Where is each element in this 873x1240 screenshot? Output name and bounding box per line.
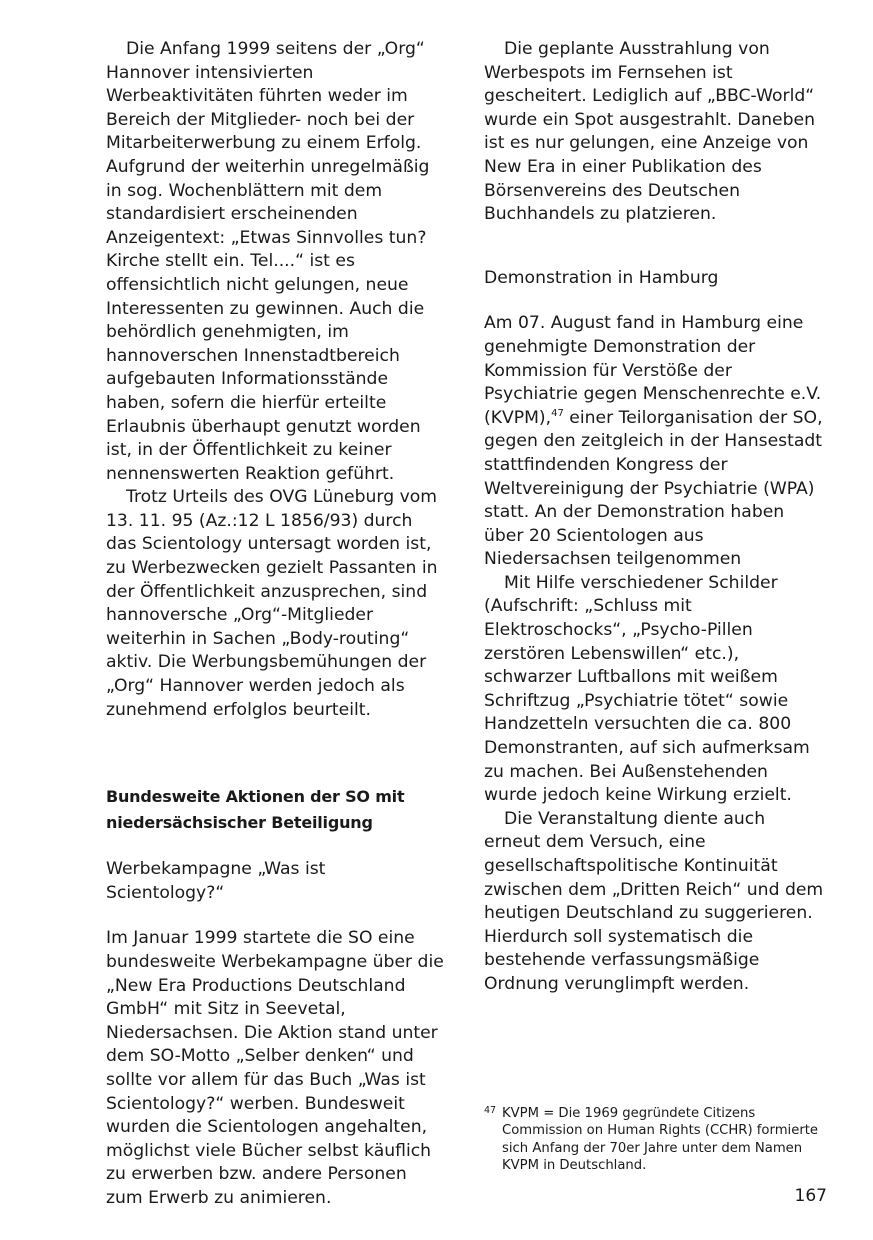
demonstration-text-end: einer Teilorganisation der SO, gegen den zeitgleich in der Hansestadt stattfindenden Kongress der Weltvereinigung der Psychiatrie (WPA) statt. An der Demonstration haben über 20 Scientologen aus Niedersachsen teilgenommen bbox=[484, 407, 823, 570]
paragraph-schilder: Mit Hilfe verschiedener Schilder (Aufschrift: „Schluss mit Elektroschocks“, „Psycho-Pillen zerstören Lebenswillen“ etc.), schwarzer Luftballons mit weißem Schriftzug „Psychiatrie tötet“ sowie Handzetteln versuchten die ca. 800 Demonstranten, auf sich aufmerksam zu machen. Bei Außenstehenden wurde jedoch keine Wirkung erzielt. bbox=[484, 572, 810, 806]
paragraph-veranstaltung: Die Veranstaltung diente auch erneut dem Versuch, eine gesellschaftspolitische Kontinuität zwischen dem „Dritten Reich“ und dem heutigen Deutschland zu suggerieren. Hierdurch soll systematisch die bestehende verfassungsmäßige Ordnung verunglimpft werden. bbox=[484, 808, 824, 994]
footnote-number: 47 bbox=[484, 1105, 497, 1116]
footnote-text: KVPM = Die 1969 gegründete Citizens Commission on Human Rights (CCHR) formierte sich Anfang der 70er Jahre unter dem Namen KVPM in Deutschland. bbox=[502, 1106, 819, 1174]
paragraph-demonstration bbox=[484, 312, 824, 572]
right-column bbox=[484, 38, 824, 997]
left-column bbox=[106, 38, 446, 1211]
paragraph-org-hannover-werbung: Die Anfang 1999 seitens der „Org“ Hannover intensivierten Werbeaktivitäten führten weder im Bereich der Mitglieder- noch bei der Mitarbeiterwerbung zu einem Erfolg. Aufgrund der weiterhin unregelmäßig in sog. Wochenblättern mit dem standardisiert erscheinenden Anzeigentext: „Etwas Sinnvolles tun? Kirche stellt ein. Tel....“ ist es offensichtlich nicht gelungen, neue Interessenten zu gewinnen. Auch die behördlich genehmigten, im hannoverschen Innenstadtbereich aufgebauten Informationsstände haben, sofern die hierfür erteilte Erlaubnis überhaupt genutzt worden ist, in der Öffentlichkeit zu keiner nennenswerten Reaktion geführt. bbox=[106, 39, 430, 484]
subheading-demonstration: Demonstration in Hamburg bbox=[484, 267, 719, 288]
footnote bbox=[484, 1105, 829, 1175]
paragraph-werbespots: Die geplante Ausstrahlung von Werbespots im Fernsehen ist gescheitert. Lediglich auf „BBC-World“ wurde ein Spot ausgestrahlt. Daneben ist es nur gelungen, eine Anzeige von New Era in einer Publikation des Börsenvereins des Deutschen Buchhandels zu platzieren. bbox=[484, 39, 816, 225]
demonstration-text-start: Am 07. August fand in Hamburg eine genehmigte Demonstration der Kommission für Verstöße der Psychiatrie gegen Menschenrechte e.V. (KVPM), bbox=[484, 313, 822, 428]
paragraph-werbekampagne: Im Januar 1999 startete die SO eine bundesweite Werbekampagne über die „New Era Productions Deutschland GmbH“ mit Sitz in Seevetal, Niedersachsen. Die Aktion stand unter dem SO-Motto „Selber denken“ und sollte vor allem für das Buch „Was ist Scientology?“ werben. Bundesweit wurden die Scientologen angehalten, möglichst viele Bücher selbst käuflich zu erwerben bzw. andere Personen zum Erwerb zu animieren. bbox=[106, 928, 444, 1208]
page-number: 167 bbox=[794, 1186, 827, 1206]
subheading-werbekampagne: Werbekampagne „Was ist Scientology?“ bbox=[106, 859, 326, 903]
section-heading: Bundesweite Aktionen der SO mit niedersächsischer Beteiligung bbox=[106, 787, 405, 833]
paragraph-ovg-urteil: Trotz Urteils des OVG Lüneburg vom 13. 11. 95 (Az.:12 L 1856/93) durch das Scientology untersagt worden ist, zu Werbezwecken gezielt Passanten in der Öffentlichkeit anzusprechen, sind hannoversche „Org“-Mitglieder weiterhin in Sachen „Body-routing“ aktiv. Die Werbungsbemühungen der „Org“ Hannover werden jedoch als zunehmend erfolglos beurteilt. bbox=[106, 487, 438, 720]
footnote-reference: 47 bbox=[551, 407, 564, 419]
